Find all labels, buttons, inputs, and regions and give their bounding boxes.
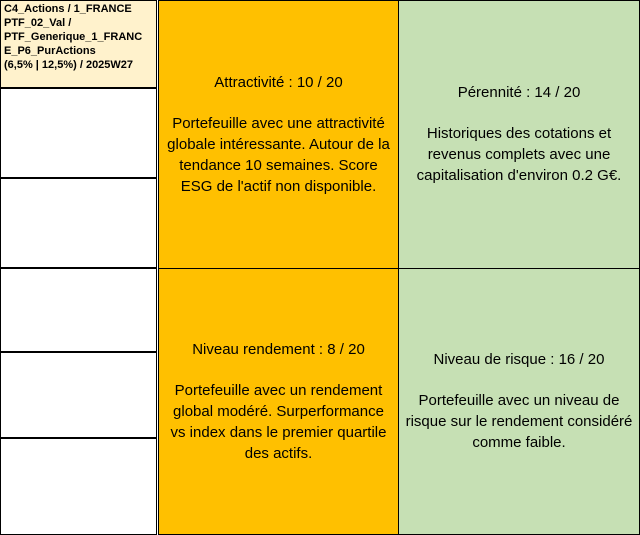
- risque-score: Niveau de risque : 16 / 20: [433, 351, 605, 368]
- empty-cell: [0, 268, 157, 352]
- rendement-description: Portefeuille avec un rendement global modéré. Surperformance vs index dans le premier quartile des actifs.: [170, 381, 387, 462]
- attractivite-description: Portefeuille avec une attractivité globale intéressante. Autour de la tendance 10 semaines. Score ESG de l'actif non disponible.: [167, 114, 390, 195]
- risque-card: [398, 268, 640, 535]
- empty-cell: [0, 352, 157, 438]
- portfolio-title-cell: C4_Actions / 1_FRANCE PTF_02_Val / PTF_Generique_1_FRANC E_P6_PurActions (6,5% | 12,5%) / 2025W27: [0, 0, 157, 88]
- perennite-score: Pérennité : 14 / 20: [457, 84, 581, 101]
- rendement-card: [158, 268, 399, 535]
- risque-description: Portefeuille avec un niveau de risque sur le rendement considéré comme faible.: [405, 392, 633, 451]
- empty-cell: [0, 88, 157, 178]
- empty-cell: [0, 438, 157, 535]
- perennite-description: Historiques des cotations et revenus complets avec une capitalisation d'environ 0.2 G€.: [416, 125, 622, 184]
- rendement-score: Niveau rendement : 8 / 20: [192, 340, 365, 358]
- perennite-card: [398, 0, 640, 269]
- empty-cell: [0, 178, 157, 268]
- attractivite-score: Attractivité : 10 / 20: [214, 73, 343, 91]
- attractivite-card: [158, 0, 399, 269]
